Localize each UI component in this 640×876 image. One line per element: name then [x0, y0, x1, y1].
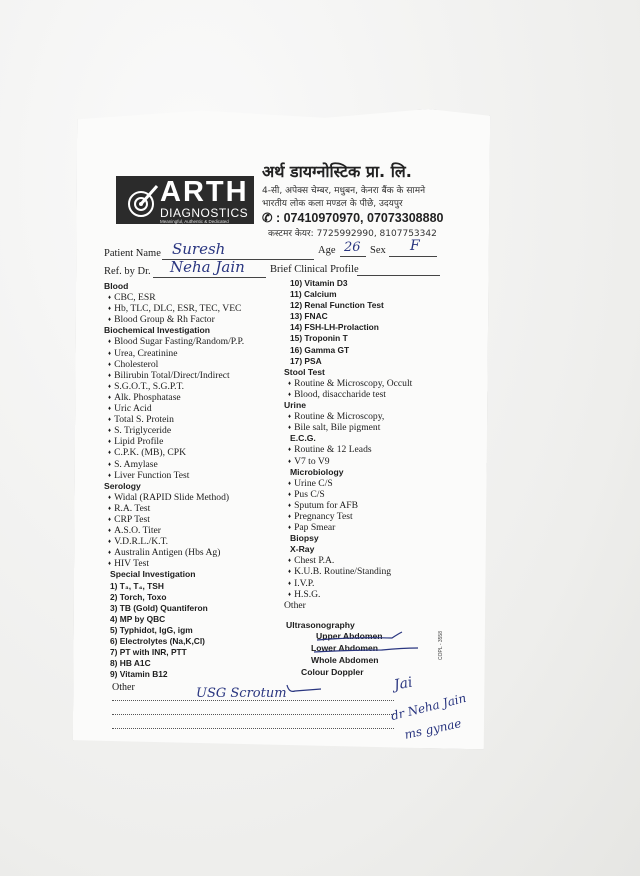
left-test-item: ♦ Blood Sugar Fasting/Random/P.P.	[104, 336, 244, 347]
usg-whole-abdomen: Whole Abdomen	[311, 655, 379, 665]
signature-line-1: Jai	[392, 674, 414, 694]
left-test-item: ♦ V.D.R.L./K.T.	[104, 536, 244, 547]
right-section-heading: Microbiology	[290, 466, 344, 477]
right-test-item: Other	[284, 599, 306, 611]
ref-doctor-label: Ref. by Dr.	[104, 266, 151, 277]
right-test-item: ♦ Pus C/S	[284, 489, 412, 500]
other-line-3	[112, 728, 394, 729]
left-test-item: 1) T₃, T₄, TSH	[110, 580, 164, 591]
left-test-item: 9) Vitamin B12	[110, 669, 168, 680]
right-test-item: 14) FSH-LH-Prolaction	[290, 322, 379, 333]
left-section-heading: Biochemical Investigation	[104, 325, 211, 336]
patient-name-value: Suresh	[172, 240, 226, 258]
left-test-item: 8) HB A1C	[110, 658, 151, 669]
usg-upper-abdomen: Upper Abdomen	[316, 631, 383, 641]
left-section-heading: Special Investigation	[110, 569, 196, 580]
left-test-item: ♦ Bilirubin Total/Direct/Indirect	[104, 370, 244, 381]
left-test-list	[104, 281, 244, 680]
right-section-heading: Urine	[284, 400, 306, 411]
right-test-item: 12) Renal Function Test	[290, 300, 384, 311]
phone-numbers: ✆ : 07410970970, 07073308880	[262, 211, 444, 225]
logo-main-text: ARTH	[160, 176, 249, 208]
left-test-item: ♦ R.A. Test	[104, 503, 244, 514]
left-test-item: ♦ Liver Function Test	[104, 470, 244, 481]
left-test-item: ♦ S.G.O.T., S.G.P.T.	[104, 381, 244, 392]
age-value: 26	[344, 240, 361, 255]
left-test-item: ♦ Lipid Profile	[104, 436, 244, 447]
age-line	[340, 256, 366, 257]
usg-colour-doppler: Colour Doppler	[301, 667, 364, 677]
sex-value: F	[410, 238, 420, 254]
left-test-item: ♦ Blood Group & Rh Factor	[104, 314, 244, 325]
right-test-item: 11) Calcium	[290, 289, 337, 300]
right-test-item: ♦ Urine C/S	[284, 478, 412, 489]
left-test-item: ♦ S. Amylase	[104, 459, 244, 470]
left-test-item: ♦ Urea, Creatinine	[104, 348, 244, 359]
customer-care: कस्टमर केयर: 7725992990, 8107753342	[268, 229, 437, 239]
logo-sub-text: DIAGNOSTICS	[160, 206, 249, 220]
left-test-item: ♦ C.P.K. (MB), CPK	[104, 447, 244, 458]
right-test-item: 17) PSA	[290, 355, 322, 366]
left-test-item: ♦ CBC, ESR	[104, 292, 244, 303]
left-test-item: ♦ Hb, TLC, DLC, ESR, TEC, VEC	[104, 303, 244, 314]
other-handwritten-value: USG Scrotum	[196, 686, 287, 701]
left-test-item: ♦ A.S.O. Titer	[104, 525, 244, 536]
right-test-item: 16) Gamma GT	[290, 344, 350, 355]
right-test-item: 13) FNAC	[290, 311, 328, 322]
sex-line	[389, 256, 437, 257]
left-section-heading: Serology	[104, 480, 141, 491]
sex-label: Sex	[370, 245, 386, 256]
usg-handwritten-underline	[312, 628, 432, 658]
right-section-heading: Biopsy	[290, 533, 319, 544]
left-test-item: ♦ CRP Test	[104, 514, 244, 525]
right-test-item: ♦ Routine & 12 Leads	[284, 444, 412, 455]
ref-doctor-value: Neha Jain	[170, 258, 245, 276]
handwritten-dash	[285, 681, 325, 697]
left-test-item: ♦ Total S. Protein	[104, 414, 244, 425]
right-test-item: ♦ I.V.P.	[284, 578, 412, 589]
company-name-hindi: अर्थ डायग्नोस्टिक प्रा. लि.	[262, 162, 412, 181]
right-test-list	[284, 278, 412, 611]
left-test-item: 5) Typhidot, IgG, igm	[110, 624, 193, 635]
right-test-item: ♦ V7 to V9	[284, 456, 412, 467]
left-test-item: ♦ S. Triglyceride	[104, 425, 244, 436]
address-line-1: 4-सी, अपेक्स चेम्बर, मधुबन, केनरा बैंक के सामने	[262, 186, 426, 196]
right-test-item: 10) Vitamin D3	[290, 278, 348, 288]
right-section-heading: X-Ray	[290, 544, 315, 555]
ultrasonography-heading: Ultrasonography	[286, 620, 355, 630]
right-test-item: ♦ Sputum for AFB	[284, 500, 412, 511]
logo-tagline: Meaningful, Authentic & Dedicated	[160, 219, 229, 224]
usg-lower-abdomen: Lower Abdomen	[311, 643, 378, 653]
other-label: Other	[112, 682, 135, 693]
patient-name-label: Patient Name	[104, 248, 161, 259]
right-test-item: ♦ Routine & Microscopy, Occult	[284, 378, 412, 389]
left-test-item: 3) TB (Gold) Quantiferon	[110, 602, 208, 613]
left-test-item: ♦ Cholesterol	[104, 359, 244, 370]
right-section-heading: Stool Test	[284, 366, 325, 377]
age-label: Age	[318, 245, 336, 256]
brief-clinical-profile-label: Brief Clinical Profile	[270, 264, 359, 275]
left-test-item: ♦ Australin Antigen (Hbs Ag)	[104, 547, 244, 558]
right-test-item: ♦ H.S.G.	[284, 589, 412, 600]
address-line-2: भारतीय लोक कला मण्डल के पीछे, उदयपुर	[262, 199, 403, 209]
right-test-item: ♦ Pregnancy Test	[284, 511, 412, 522]
left-test-item: ♦ Widal (RAPID Slide Method)	[104, 492, 244, 503]
right-test-item: ♦ Chest P.A.	[284, 555, 412, 566]
right-test-item: ♦ Bile salt, Bile pigment	[284, 422, 412, 433]
right-test-item: ♦ K.U.B. Routine/Standing	[284, 566, 412, 577]
right-test-item: ♦ Pap Smear	[284, 522, 412, 533]
side-code: COPL - 3558	[438, 631, 444, 660]
other-line-2	[112, 714, 394, 715]
right-test-item: ♦ Blood, disaccharide test	[284, 389, 412, 400]
left-test-item: 6) Electrolytes (Na,K,Cl)	[110, 636, 205, 646]
right-test-item: 15) Troponin T	[290, 333, 348, 344]
right-test-item: ♦ Routine & Microscopy,	[284, 411, 412, 422]
brief-clinical-profile-line	[357, 275, 440, 276]
left-test-item: 4) MP by QBC	[110, 613, 166, 624]
signature-line-2: dr Neha Jain	[389, 690, 468, 724]
ref-doctor-line	[153, 277, 266, 278]
left-test-item: 2) Torch, Toxo	[110, 591, 167, 602]
signature-line-3: ms gynae	[403, 716, 463, 742]
left-test-item: ♦ Alk. Phosphatase	[104, 392, 244, 403]
left-section-heading: Blood	[104, 281, 129, 291]
logo-emblem-icon	[124, 180, 162, 220]
left-test-item: ♦ Uric Acid	[104, 403, 244, 414]
left-test-item: 7) PT with INR, PTT	[110, 647, 187, 658]
left-test-item: ♦ HIV Test	[104, 558, 244, 569]
right-section-heading: E.C.G.	[290, 433, 316, 444]
